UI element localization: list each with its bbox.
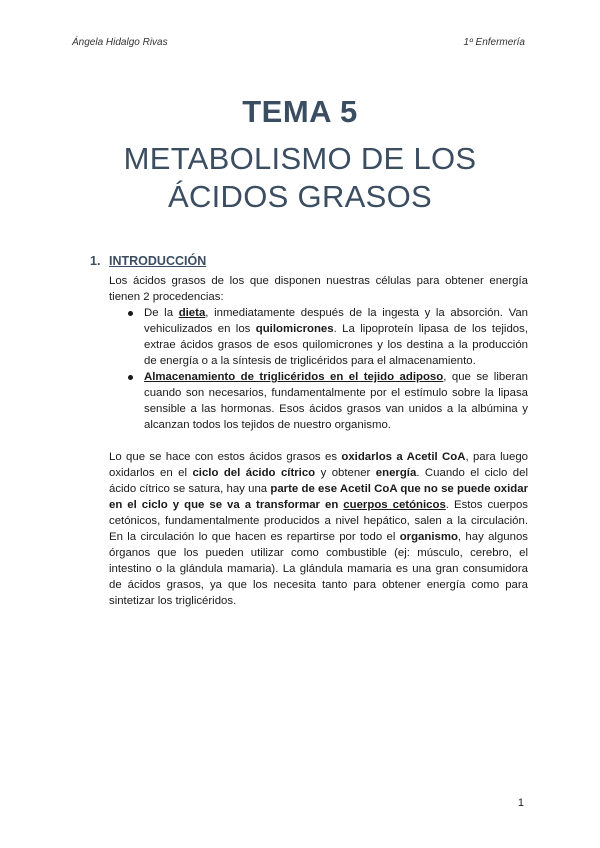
text-run: . Estos cuerpos cetónicos, fundamentalmente producidos a nivel hepático, salen a la circulación. En la circulación lo que hacen es repartirse por todo el (109, 499, 528, 543)
keyword-organism: organismo (399, 531, 458, 543)
section-title: INTRODUCCIÓN (109, 254, 207, 268)
keyword-quilomicrones: quilomicrones (255, 323, 334, 335)
text-run: . Cuando el ciclo del ácido cítrico se satura, hay una (109, 467, 528, 495)
header-course: 1º Enfermería (463, 37, 525, 48)
keyword-ketone-bodies: cuerpos cetónicos (343, 499, 446, 511)
text-run: , que se liberan cuando son necesarios, fundamentalmente por el estímulo sobre la lipasa sensible a las hormonas. Esos ácidos grasos van unidos a la albúmina y alcanzan todos los tejidos de nuestro organismo. (144, 371, 529, 431)
text-run: De la (144, 307, 179, 319)
list-item (126, 369, 528, 433)
text-run: , hay algunos órganos que los pueden utilizar como combustible (ej: músculo, cerebro, el intestino o la glándula mamaria). La glándula mamaria es una gran consumidora de ácidos grasos, ya que los necesita tanto para obtener energía como para sintetizar los triglicéridos. (109, 531, 528, 607)
bullet-icon (128, 375, 133, 380)
title-block (0, 92, 600, 216)
keyword-oxidation: oxidarlos a Acetil CoA (341, 451, 466, 463)
text-run: , para luego oxidarlos en el (109, 451, 528, 479)
section-heading (90, 252, 528, 270)
main-content (72, 252, 528, 609)
text-run: , inmediatamente después de la ingesta y la absorción. Van vehiculizados en los (144, 307, 528, 335)
list-item (126, 305, 528, 369)
keyword-adipose-storage: Almacenamiento de triglicéridos en el tejido adiposo (144, 371, 444, 383)
keyword-citric-cycle: ciclo del ácido cítrico (192, 467, 316, 479)
keyword-acetyl-coa-part: parte de ese Acetil CoA que no se puede oxidar en el ciclo y que se va a transformar en (109, 483, 529, 511)
topic-number: TEMA 5 (242, 94, 358, 129)
body-paragraph (109, 449, 528, 609)
page-number: 1 (517, 797, 524, 809)
bullet-icon (128, 311, 133, 316)
keyword-energy: energía (375, 467, 417, 479)
bullet-list (126, 305, 528, 433)
section-number: 1. (90, 254, 101, 268)
intro-paragraph: Los ácidos grasos de los que disponen nuestras células para obtener energía tienen 2 procedencias: (109, 275, 528, 303)
text-run: . La lipoproteín lipasa de los tejidos, extrae ácidos grasos de esos quilomicrones y los destina a la producción de energía o a la síntesis de triglicéridos para el almacenamiento. (144, 323, 528, 367)
topic-title-line2: ÁCIDOS GRASOS (167, 179, 432, 214)
topic-title-line1: METABOLISMO DE LOS (123, 141, 477, 176)
text-run: Lo que se hace con estos ácidos grasos es (109, 451, 342, 463)
text-run: y obtener (315, 467, 376, 479)
header-author: Ángela Hidalgo Rivas (72, 37, 168, 48)
keyword-dieta: dieta (178, 307, 206, 319)
